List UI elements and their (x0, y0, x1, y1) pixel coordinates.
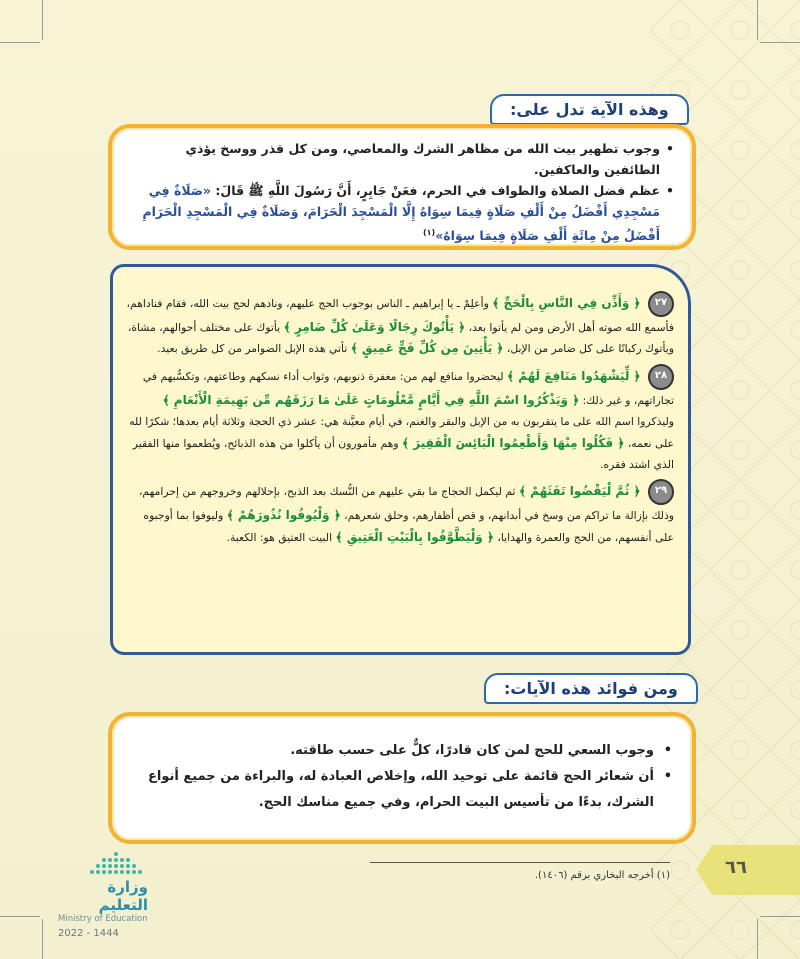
tafsir-sentence: تأتي هذه الإبل الضوامر من كل طريق بعيد. (157, 342, 348, 356)
ayah-text: ﴿ فَكُلُوا مِنْهَا وَأَطْعِمُوا الْبَائِسَ الْفَقِيرَ ﴾ (402, 435, 625, 450)
list-item (126, 764, 674, 816)
ayah-text: ﴿ يَأْتُوكَ رِجَالًا وَعَلَىٰ كُلِّ ضَامِرٍ ﴾ (283, 320, 466, 334)
bullet-text: عظم فضل الصلاة والطواف في الحرم، فعَنْ جَابِرٍ، أَنَّ رَسُولَ اللَّهِ ﷺ قَالَ: (215, 183, 660, 198)
list-item (126, 180, 674, 246)
crop-mark (760, 42, 800, 43)
ministry-dots-icon (86, 852, 146, 878)
crop-mark (0, 916, 40, 917)
tafsir-sentence: يأتوك على مختلف أحوالهم، مشاة، ويأتوك ركبانًا على كل ضامر من الإبل، (127, 321, 674, 356)
crop-mark (757, 919, 758, 959)
verse-number-badge: ٢٨ (648, 364, 674, 390)
tafsir-sentence: وهم مأمورون أن يأكلوا من هذه الذبائح، ويُطعموا منها الفقير الذي اشتد فقره. (132, 436, 674, 472)
crop-mark (760, 916, 800, 917)
benefits-list (112, 716, 692, 816)
ayah-text: ﴿ ثُمَّ لْيَقْضُوا تَفَثَهُمْ ﴾ (518, 484, 641, 499)
crop-mark (42, 0, 43, 40)
tafsir-sentence: وليذكروا اسم الله على ما يتقربون به من الإبل والبقر والغنم، في أيام معيَّنة هي: عشر ذي الحجة وثلاثة أيام بعدها؛ شكرًا لله على نعمه، (129, 415, 674, 450)
tafsir-sentence: البيت العتيق هو: الكعبة. (226, 530, 333, 544)
tafsir-sentence: ثم ليكمل الحجاج ما بقي عليهم من النُّسك بعد الذبح، بإحلالهم وخروجهم من إحرامهم، وذلك بإزالة ما تراكم من وسخ في أبدانهم، و قص أظفارهم، وحلق شعرهم، (138, 485, 674, 523)
indications-box (108, 124, 696, 250)
bullet-text: وجوب السعي للحج لمن كان قادرًا، كلٌّ على حسب طاقته. (290, 743, 654, 758)
tafsir-sentence: ليحضروا منافع لهم من: مغفرة ذنوبهم، وثواب أداء نسكهم وطاعتهم، وتكسُّبهم في تجاراتهم، و غير ذلك: (142, 369, 674, 407)
bullet-text: وجوب تطهير بيت الله من مظاهر الشرك والمعاصي، ومن كل قذر ووسخ يؤذي الطائفين والعاكفين. (185, 141, 660, 177)
page-number: ٦٦ (725, 857, 747, 878)
verse-number-badge: ٢٩ (648, 479, 674, 505)
ayah-text: ﴿ وَلْيُوفُوا نُذُورَهُمْ ﴾ (226, 508, 341, 523)
verse-number-badge: ٢٧ (648, 291, 674, 317)
bullet-text: أن شعائر الحج قائمة على توحيد الله، وإخلاص العبادة له، والبراءة من جميع أنواع الشرك، بدءًا من تأسيس البيت الحرام، وفي جميع مناسك الحج. (148, 769, 654, 810)
ministry-logo (58, 852, 148, 939)
footnote-ref: (١) (423, 228, 436, 237)
footnote: (١) أخرجه البخاري برقم (١٤٠٦). (534, 870, 670, 881)
indications-list (112, 128, 692, 246)
ayah-text: ﴿ يَأْتِينَ مِن كُلِّ فَجٍّ عَمِيقٍ ﴾ (350, 341, 504, 356)
ayah-text: ﴿ لِّيَشْهَدُوا مَنَافِعَ لَهُمْ ﴾ (507, 368, 641, 383)
tafsir-sentence: وأعلِمْ ـ يا إبراهيم ـ الناس بوجوب الحج عليهم، ونادهم لحج بيت الله، فقام فناداهم، فأسمع الله صوته أهل الأرض ومن لم يأتوا بعد، (126, 297, 674, 334)
hadith-quote: «صَلَاةٌ فِي مَسْجِدِي أَفْضَلُ مِنْ أَلْفِ صَلَاةٍ فِيمَا سِوَاهُ إِلَّا الْمَسْجِدَ الْحَرَامَ، وَصَلَاةٌ فِي الْمَسْجِدِ الْحَرَامِ أَفْضَلُ مِنْ مِائَةِ أَلْفِ صَلَاةٍ فِيمَا سِوَاهُ» (142, 183, 660, 244)
tafsir-text (125, 291, 674, 552)
section-heading-benefits: ومن فوائد هذه الآيات: (484, 673, 698, 704)
list-item (126, 138, 674, 180)
ministry-name-en: Ministry of Education (58, 914, 148, 924)
section-heading-indications: وهذه الآية تدل على: (490, 94, 689, 125)
benefits-box (108, 712, 696, 844)
ministry-name-ar: وزارة التعليم (98, 878, 148, 914)
crop-mark (42, 919, 43, 959)
tafsir-box (110, 264, 691, 655)
tafsir-sentence: وليوفوا بما أوجبوه على أنفسهم، من الحج والعمرة والهدايا، (143, 509, 674, 544)
verse-28-explanation (125, 364, 674, 476)
list-item (126, 738, 674, 764)
crop-mark (757, 0, 758, 40)
crop-mark (0, 42, 40, 43)
verse-29-explanation (125, 479, 674, 548)
edition-year: 2022 - 1444 (58, 928, 119, 939)
footnote-divider (370, 862, 670, 863)
ayah-text: ﴿ وَيَذْكُرُوا اسْمَ اللَّهِ فِي أَيَّامٍ مَّعْلُومَاتٍ عَلَىٰ مَا رَزَقَهُم مِّن بَهِيمَةِ الْأَنْعَامِ ﴾ (162, 392, 580, 407)
verse-27-explanation (125, 291, 674, 360)
ayah-text: ﴿ وَلْيَطَّوَّفُوا بِالْبَيْتِ الْعَتِيقِ ﴾ (335, 529, 494, 544)
ayah-text: ﴿ وَأَذِّن فِي النَّاسِ بِالْحَجِّ ﴾ (492, 296, 641, 310)
